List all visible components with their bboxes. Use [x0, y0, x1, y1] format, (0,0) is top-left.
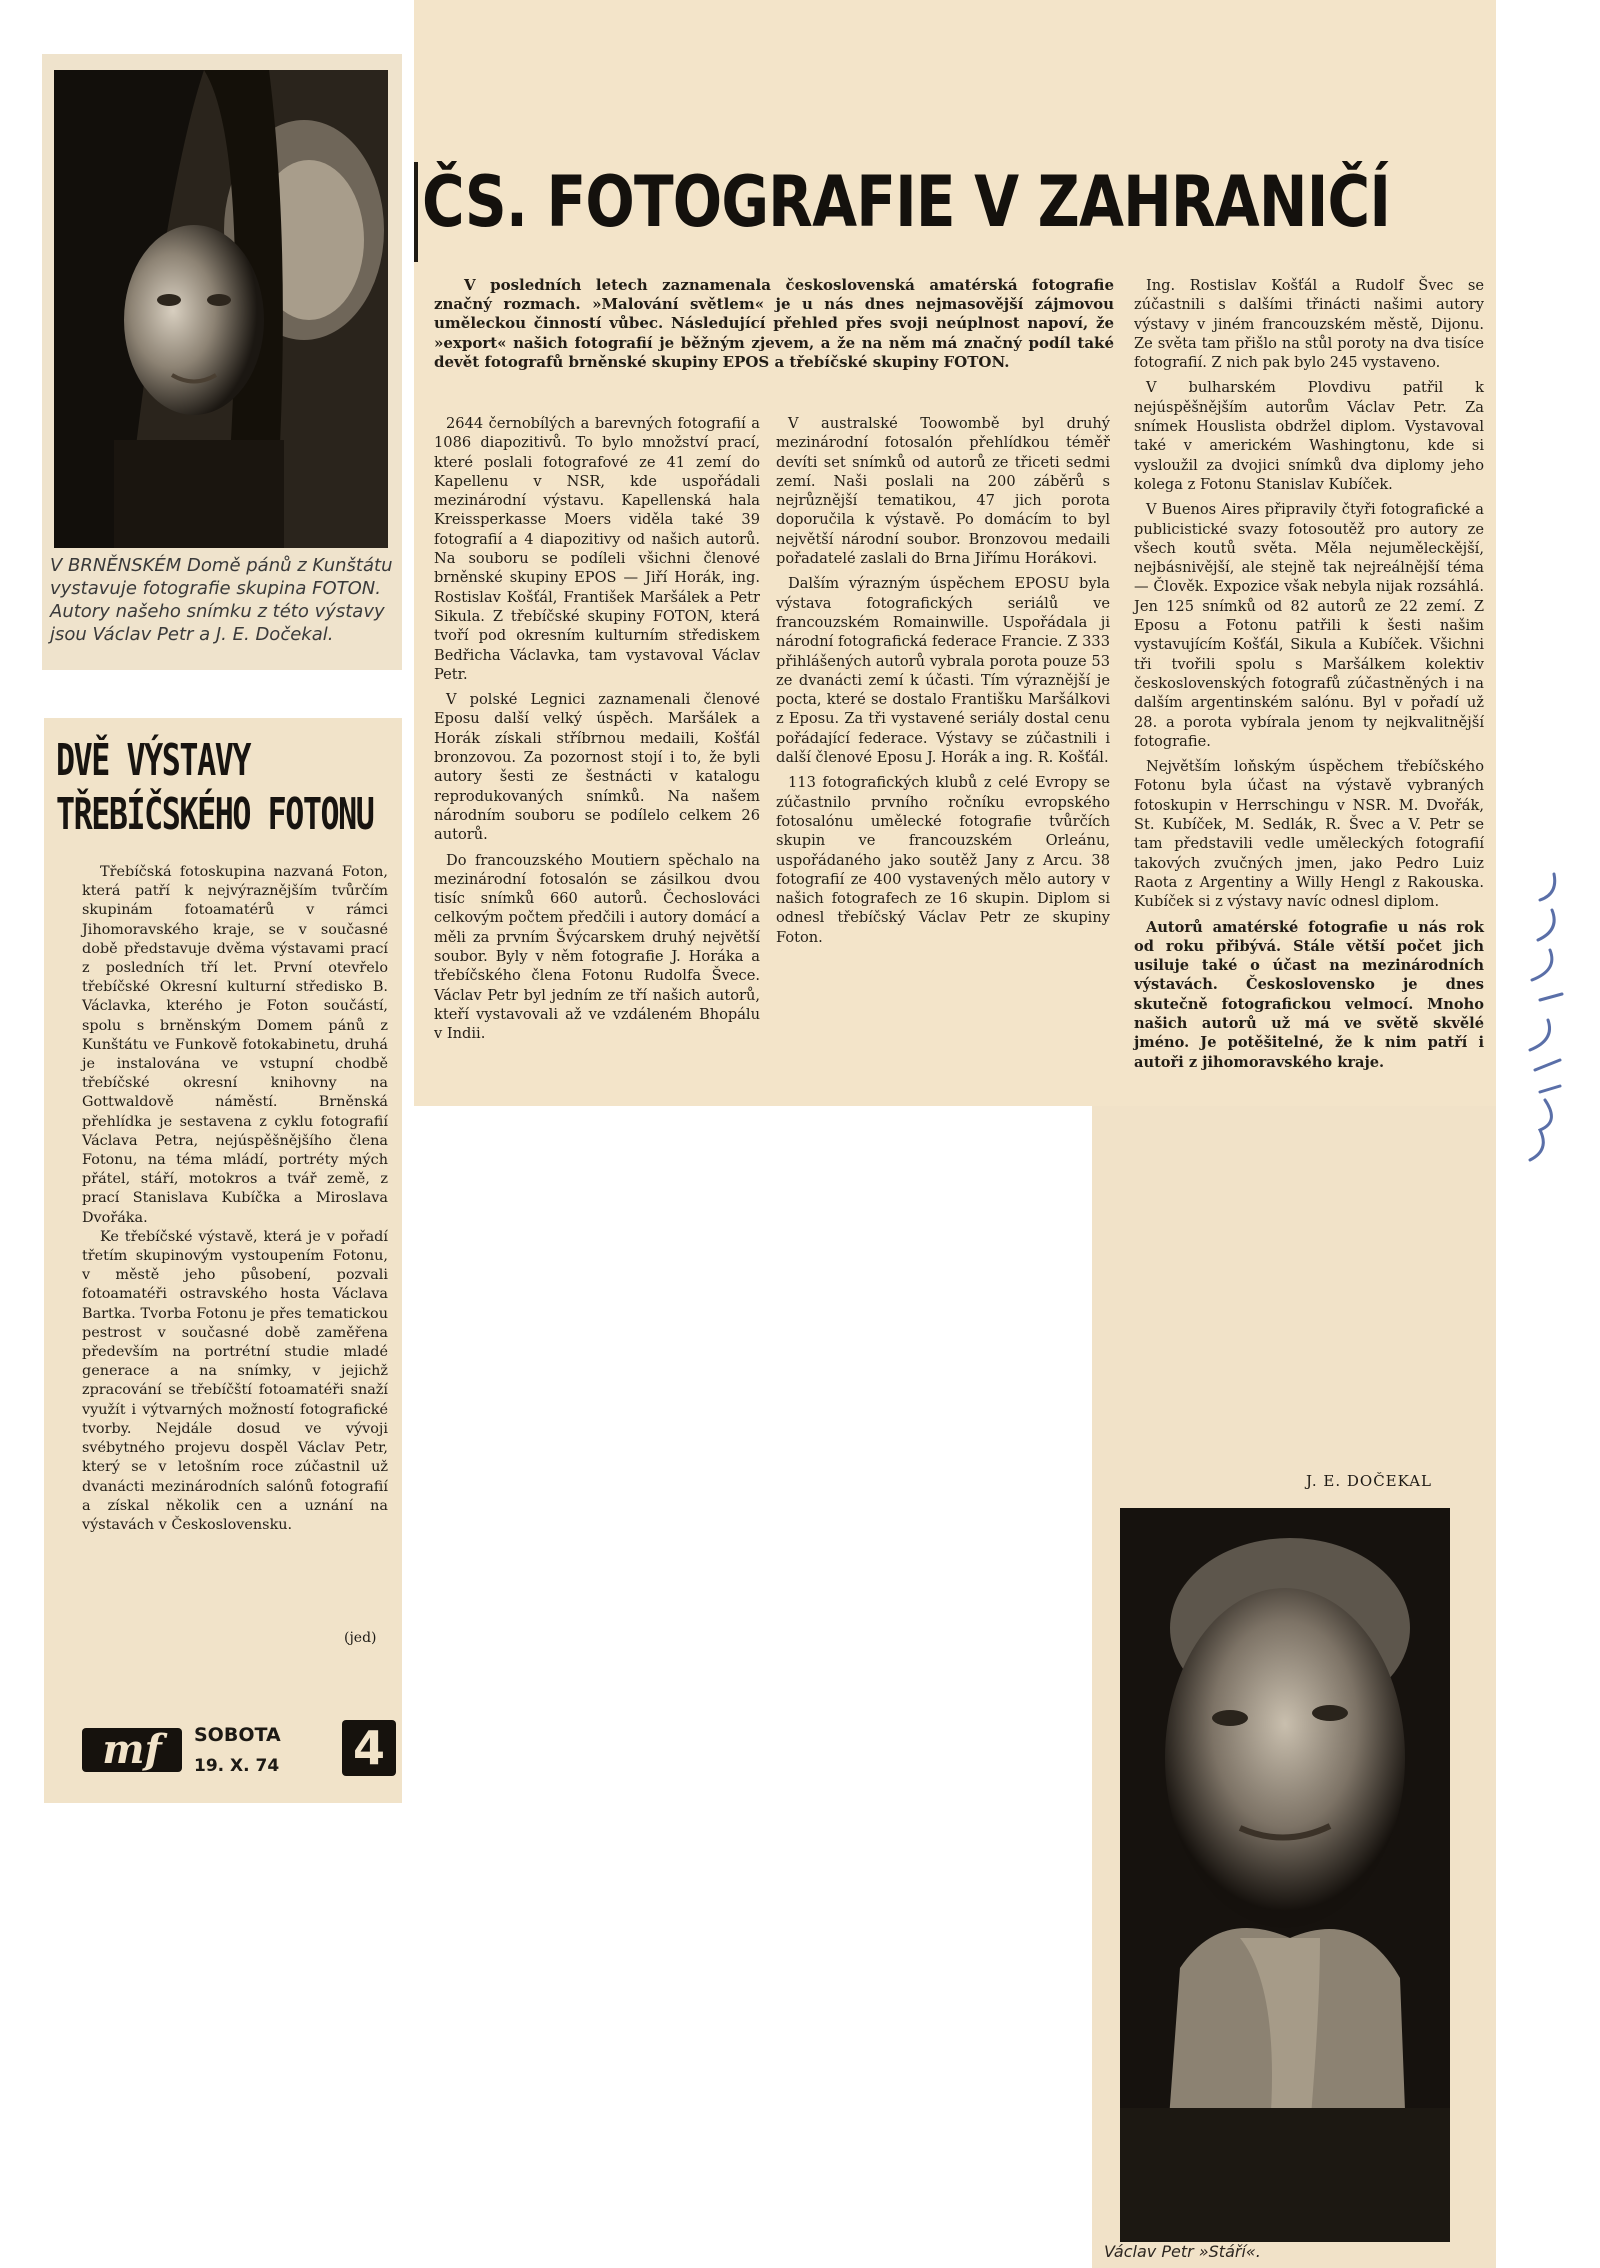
left-article-title-line2: TŘEBÍČSKÉHO FOTONU: [56, 789, 374, 840]
old-woman-photo: [1120, 1508, 1450, 2242]
main-article-title: ČS. FOTOGRAFIE V ZAHRANIČÍ: [422, 161, 1391, 243]
main-article-column-3: [1134, 276, 1484, 1078]
couple-photo-clipping: [42, 54, 402, 670]
mf-logo: mf: [82, 1728, 182, 1772]
main-article-signature: J. E. DOČEKAL: [1306, 1472, 1433, 1490]
column-paragraph: 113 fotografických klubů z celé Evropy se zúčastnilo prvního ročníku evropského fotosalónu umělecké fotografie tvůrčích skupin ve francouzském Orleánu, uspořádaného jako soutěž Jany z Arcu. 38 fotografií ze 400 vystavených mělo autory v našich fotografech ze 16 skupin. Diplom si odnesl třebíčský Václav Petr ze skupiny Foton.: [776, 774, 1110, 946]
column-paragraph: V polské Legnici zaznamenali členové Eposu další velký úspěch. Maršálek a Horák získali stříbrnou medaili, Košťál bronzovou. Za pozornost stojí i to, že byli autory šesti ze šestnácti v katalogu reprodukovaných snímků. Na našem národním souboru se podílelo celkem 26 autorů.: [434, 691, 760, 844]
column-paragraph: V bulharském Plovdivu patřil k nejúspěšnějším autorům Václav Petr. Za snímek Houslista obdržel diplom. Vystavoval také v americkém Washingtonu, kde si vysloužil za dvojici snímků dva diplomy jeho kolega z Fotonu Stanislav Kubíček.: [1134, 379, 1484, 493]
masthead-page-number: 4: [342, 1720, 396, 1776]
left-article-body: [82, 863, 388, 1535]
handwritten-pencil-note: [1500, 860, 1600, 1180]
main-article-lead: V posledních letech zaznamenala československá amatérská fotografie značný rozmach. »Malování světlem« je u nás dnes nejmasovější zájmovou uměleckou činností vůbec. Následující přehled přes svoji neúplnost napoví, že »export« našich fotografií je běžným zjevem, a že na něm má značný podíl také devět fotografů brněnské skupiny EPOS a třebíčské skupiny FOTON.: [434, 276, 1114, 371]
column-paragraph: 2644 černobílých a barevných fotografií a 1086 diapozitivů. To bylo množství prací, které poslali fotografové ze 41 zemí do Kapellenu v NSR, kde uspořádali mezinárodní výstavu. Kapellenská hala Kreissperkasse Moers viděla také 39 fotografií a 4 diapozitivy od našich autorů. Na souboru se podíleli všichni členové brněnské skupiny EPOS — Jiří Horák, ing. Rostislav Košťál, František Maršálek a Petr Sikula. Z třebíčské skupiny FOTON, která tvoří pod okresním kulturním střediskem Bedřicha Václavka, tam vystavoval Václav Petr.: [434, 415, 760, 683]
column-paragraph: V Buenos Aires připravily čtyři fotografické a publicistické svazy fotosoutěž pro autory ze všech koutů světa. Měla nejuměleckější, nejbásnivější, ale stejně tak nejreálnější téma — Člověk. Expozice však nebyla nijak rozsáhlá. Jen 125 snímků od 82 autorů ze 22 zemí. Z Eposu a Fotonu patřili k šesti našim vystavujícím Košťál, Sikula a Kubíček. Všichni tři tvořili spolu s Maršálkem kolektiv československých fotografů zúčastněných i na dalším argentinském salónu. Byl v pořadí už 28. a porota vybírala jenom ty nejkvalitnější fotografie.: [1134, 501, 1484, 750]
column-paragraph: Autorů amatérské fotografie u nás rok od roku přibývá. Stále větší počet jich usiluje také o účast na mezinárodních výstavách. Československo je dnes skutečně fotografickou velmocí. Mnoho našich autorů už má ve světě skvělé jméno. Je potěšitelné, že k nim patří i autoři z jihomoravského kraje.: [1134, 918, 1484, 1071]
left-article-paragraph: Třebíčská fotoskupina nazvaná Foton, která patří k nejvýraznějším tvůrčím skupinám fotoamatérů v rámci Jihomoravského kraje, se v současné době představuje dvěma výstavami prací z posledních tří let. První otevřelo třebíčské Okresní kulturní středisko B. Václavka, kterého je Foton součástí, spolu s brněnským Domem pánů z Kunštátu ve Funkově fotokabinetu, druhá je instalována ve vstupní chodbě třebíčské okresní knihovny na Gottwaldově náměstí. Brněnská přehlídka je sestavena z cyklu fotografií Václava Petra, nejúspěšnějšího člena Fotonu, na téma mládí, portréty mých přátel, stáří, motokros a tvář země, z prací Stanislava Kubíčka a Miroslava Dvořáka.: [82, 864, 388, 1226]
left-article-signature: (jed): [344, 1630, 377, 1646]
column-paragraph: Největším loňským úspěchem třebíčského Fotonu byla účast na výstavě vybraných fotoskupin v Herrschingu v NSR. M. Dvořák, St. Kubíček, M. Sedlák, R. Švec a V. Petr se tam představili vedle uměleckých fotografií takových zvučných jmen, jako Pedro Luiz Raota z Argentiny a Willy Hengl z Rakouska. Kubíček si z výstavy navíc odnesl diplom.: [1134, 758, 1484, 911]
couple-photo: [54, 70, 388, 548]
column-paragraph: Ing. Rostislav Košťál a Rudolf Švec se zúčastnili s dalšími třinácti našimi autory výstavy v jiném francouzském městě, Dijonu. Ze světa tam přišlo na stůl poroty na dva tisíce fotografií. Z nich pak bylo 245 vystaveno.: [1134, 277, 1484, 372]
left-article-title: [56, 734, 374, 842]
column-paragraph: V australské Toowombě byl druhý mezinárodní fotosalón přehlídkou téměř devíti set snímků od autorů ze třiceti sedmi zemí. Naši poslali na 200 záběrů s nejrůznější tematikou, 47 jich porota doporučila k výstavě. Po domácím to byl největší národní soubor. Bronzovou medaili pořadatelé zaslali do Brna Jiřímu Horákovi.: [776, 415, 1110, 568]
column-paragraph: Dalším výrazným úspěchem EPOSU byla výstava fotografických seriálů ve francouzském Romainwille. Uspořádala ji národní fotografická federace Francie. Z 333 přihlášených autorů vybrala porota pouze 53 ze dvanácti zemí k účasti. Tím výraznější je pocta, které se dostalo Františku Maršálkovi z Eposu. Za tři vystavené seriály dostal cenu pořádající federace. Výstavy se zúčastnili i další členové Eposu J. Horák a ing. R. Košťál.: [776, 575, 1110, 767]
main-article-column-2: [776, 414, 1110, 953]
masthead-date: 19. X. 74: [194, 1756, 280, 1776]
left-article-title-line1: DVĚ VÝSTAVY: [56, 735, 250, 786]
left-article-clipping: [44, 718, 402, 1803]
masthead-day: SOBOTA: [194, 1724, 281, 1746]
couple-photo-caption: V BRNĚNSKÉM Domě pánů z Kunštátu vystavuje fotografie skupina FOTON. Autory našeho snímku z této výstavy jsou Václav Petr a J. E. Dočekal.: [50, 555, 393, 645]
old-woman-photo-caption: Václav Petr »Stáří«.: [1104, 2242, 1261, 2261]
main-article-column-1: [434, 414, 760, 1050]
title-rule: [414, 162, 418, 262]
column-paragraph: Do francouzského Moutiern spěchalo na mezinárodní fotosalón se zásilkou dvou tisíc snímků 660 autorů. Čechoslováci celkovým počtem předčili i autory domácí a měli za prvním Švýcarskem druhý největší soubor. Byly v něm fotografie J. Horáka a třebíčského člena Fotonu Rudolfa Švece. Václav Petr byl jedním ze tří našich autorů, kteří vystavovali až ve vzdáleném Bhopálu v Indii.: [434, 851, 760, 1043]
left-article-paragraph: Ke třebíčské výstavě, která je v pořadí třetím skupinovým vystoupením Fotonu, v městě jeho působení, pozvali fotoamatéři ostravského hosta Václava Bartka. Tvorba Fotonu je přes tematickou pestrost v současné době zaměřena především na portrétní studie mladé generace a na snímky, v jejichž zpracování se třebíčští fotoamatéři snaží využít i výtvarných možností fotografické tvorby. Nejdále dosud ve vývoji svébytného projevu dospěl Václav Petr, který se v letošním roce zúčastnil už dvanácti mezinárodních salónů fotografií a získal několik cen a uznání na výstavách v Československu.: [82, 1228, 388, 1533]
newspaper-masthead: [78, 1712, 398, 1792]
